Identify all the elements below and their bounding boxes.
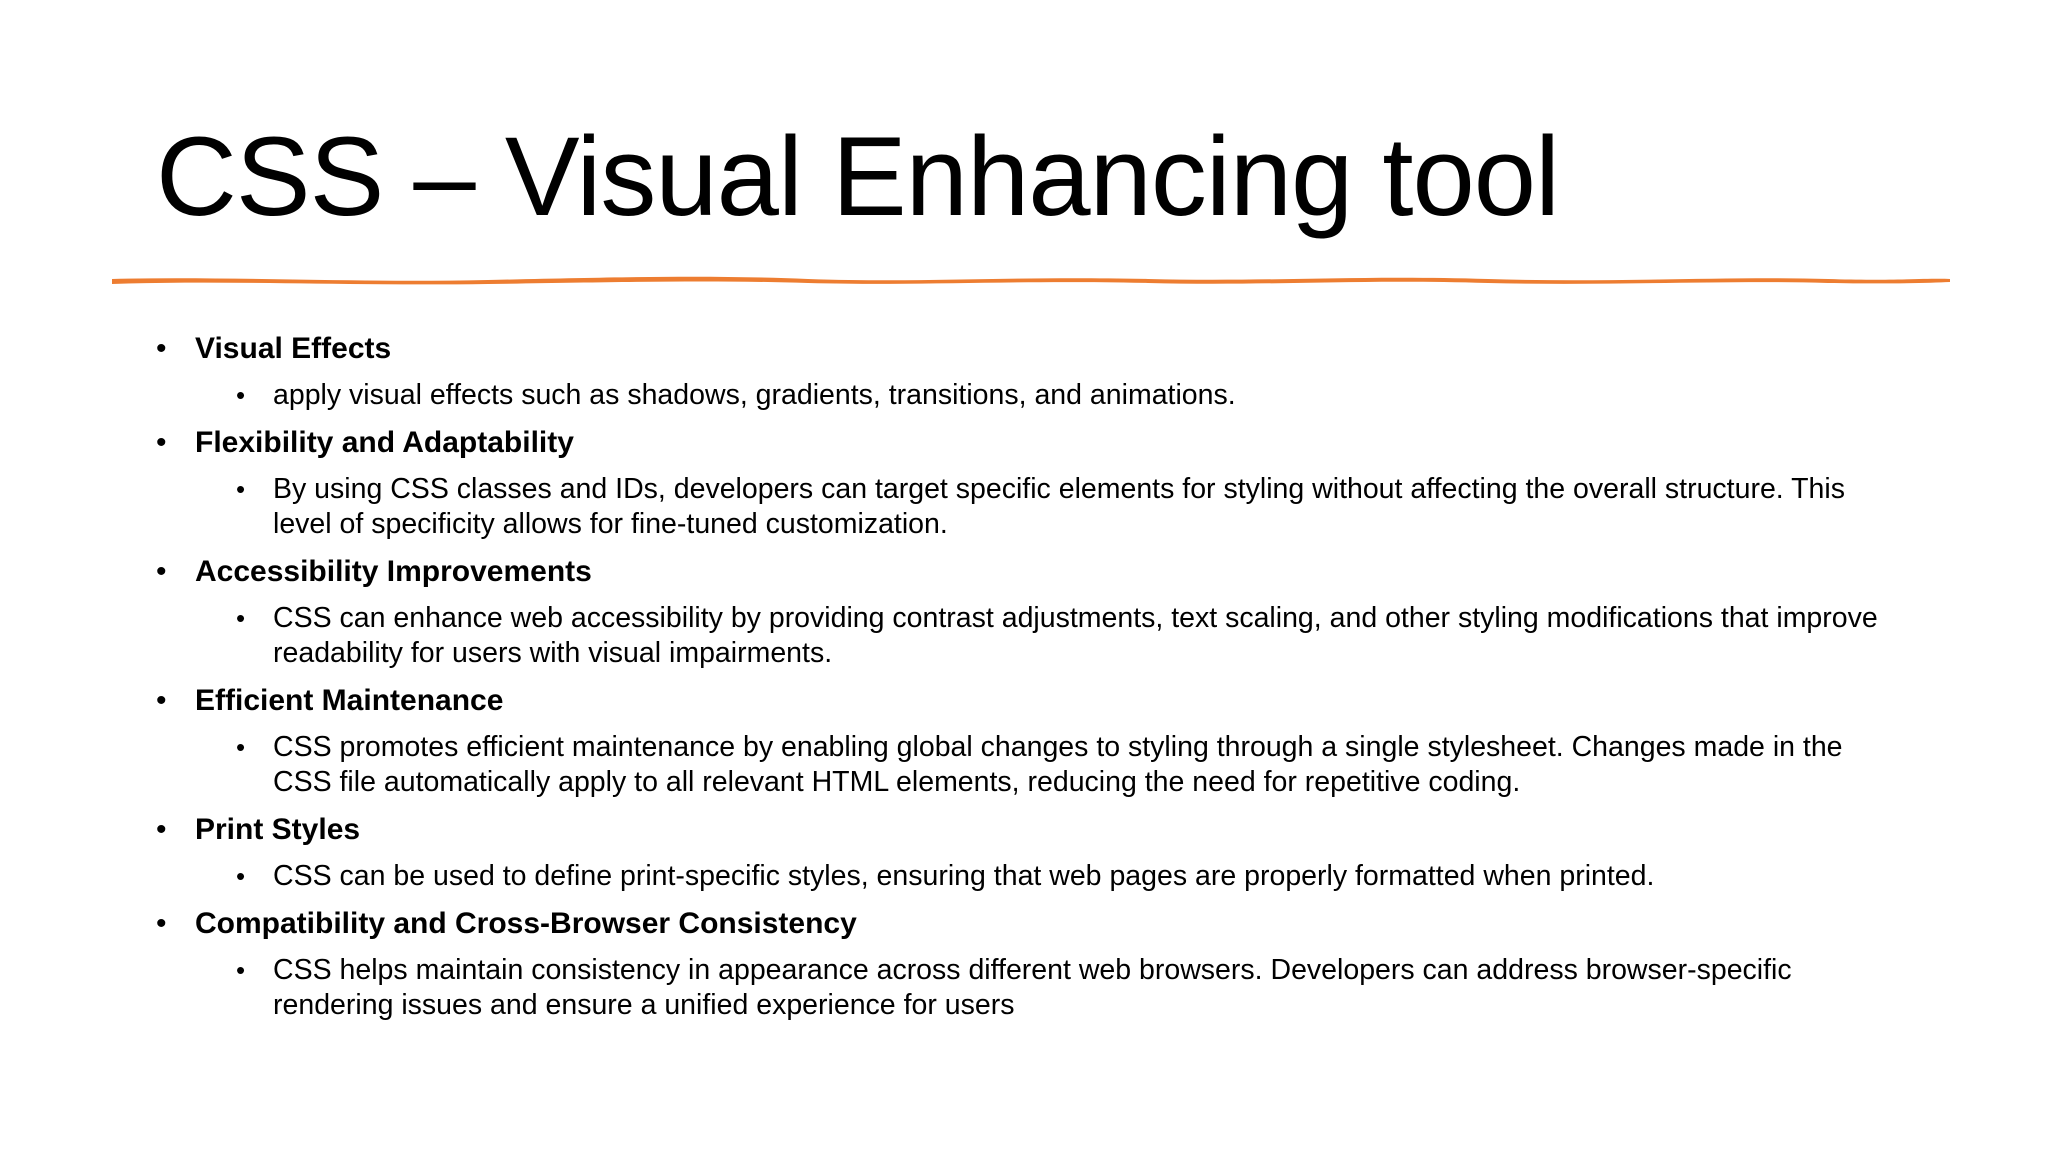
sub-bullet-text: CSS can be used to define print-specific styles, ensuring that web pages are properly formatted when printed. (273, 860, 1655, 892)
bullet-dot-icon: • (156, 907, 167, 940)
bullet-heading-text: Flexibility and Adaptability (195, 426, 574, 459)
bullet-heading-text: Efficient Maintenance (195, 684, 504, 717)
sub-bullet (236, 472, 1883, 542)
bullet-list (156, 331, 1896, 1035)
sub-bullet-text: CSS promotes efficient maintenance by enabling global changes to styling through a single stylesheet. Changes made in the CSS file automatically apply to all relevant HTML elements, reducing the need for repetitive coding. (273, 731, 1843, 798)
sub-bullet (236, 730, 1883, 800)
bullet-heading-text: Compatibility and Cross-Browser Consistency (195, 907, 857, 940)
sub-bullet-text: By using CSS classes and IDs, developers can target specific elements for styling without affecting the overall structure. This level of specificity allows for fine-tuned customization. (273, 473, 1845, 540)
sub-bullet (236, 859, 1883, 894)
sub-bullet-dot-icon: • (236, 603, 246, 633)
bullet-heading (156, 683, 1896, 719)
sub-bullet (236, 601, 1883, 671)
sub-bullet-dot-icon: • (236, 861, 246, 891)
sub-bullet-text: CSS can enhance web accessibility by providing contrast adjustments, text scaling, and other styling modifications that improve readability for users with visual impairments. (273, 602, 1878, 669)
bullet-dot-icon: • (156, 332, 167, 365)
bullet-heading (156, 425, 1896, 461)
underline-stroke (112, 277, 1950, 285)
bullet-heading-text: Accessibility Improvements (195, 555, 592, 588)
bullet-heading (156, 906, 1896, 942)
sub-bullet (236, 953, 1883, 1023)
bullet-heading-text: Print Styles (195, 813, 361, 846)
sub-bullet (236, 378, 1883, 413)
sub-bullet-dot-icon: • (236, 955, 246, 985)
bullet-dot-icon: • (156, 813, 167, 846)
slide-title: CSS – Visual Enhancing tool (156, 114, 1559, 239)
title-underline-brushstroke (108, 270, 1954, 290)
bullet-heading (156, 554, 1896, 590)
bullet-dot-icon: • (156, 684, 167, 717)
sub-bullet-text: apply visual effects such as shadows, gradients, transitions, and animations. (273, 379, 1236, 411)
bullet-heading (156, 331, 1896, 367)
sub-bullet-dot-icon: • (236, 474, 246, 504)
bullet-dot-icon: • (156, 555, 167, 588)
sub-bullet-dot-icon: • (236, 732, 246, 762)
sub-bullet-dot-icon: • (236, 380, 246, 410)
sub-bullet-text: CSS helps maintain consistency in appearance across different web browsers. Developers can address browser-specific rendering issues and ensure a unified experience for users (273, 954, 1792, 1021)
bullet-heading-text: Visual Effects (195, 332, 392, 365)
bullet-heading (156, 812, 1896, 848)
bullet-dot-icon: • (156, 426, 167, 459)
